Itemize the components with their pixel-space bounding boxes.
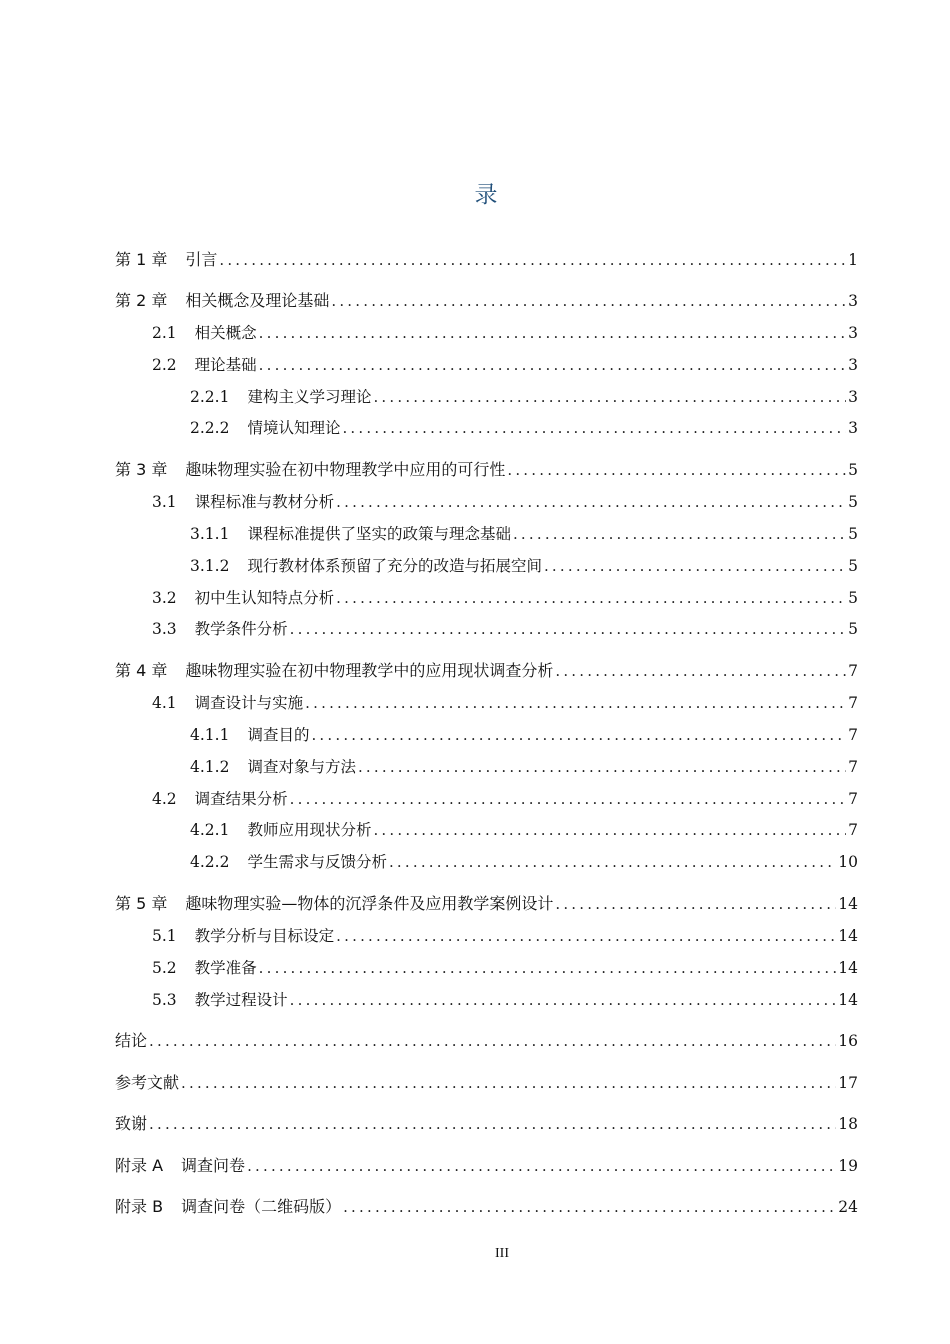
dot-leader [373, 818, 846, 842]
toc-entry-appendix-b[interactable] [115, 1195, 858, 1219]
dot-leader [219, 248, 846, 272]
toc-entry-number: 附录 B [115, 1197, 164, 1216]
toc-entry-number: 5.1 [152, 927, 177, 945]
toc-entry-text: 趣味物理实验—物体的沉浮条件及应用教学案例设计 [185, 894, 554, 913]
toc-entry-page: 10 [838, 853, 858, 871]
toc-entry-text: 理论基础 [194, 356, 257, 374]
toc-entry-number: 附录 A [115, 1156, 164, 1175]
toc-entry-page: 1 [848, 251, 858, 269]
toc-entry-number: 第 2 章 [115, 291, 168, 310]
dot-leader [331, 289, 846, 313]
dot-leader [259, 321, 846, 345]
toc-entry-page: 3 [848, 419, 858, 437]
toc-entry-number: 4.2 [152, 790, 177, 808]
toc-entry-page: 7 [848, 662, 858, 680]
toc-entry-page: 18 [838, 1115, 858, 1133]
toc-entry-text: 建构主义学习理论 [247, 388, 372, 406]
toc-entry-page: 7 [848, 758, 858, 776]
toc-entry-section-5-1[interactable] [152, 924, 858, 948]
toc-entry-text: 教师应用现状分析 [247, 821, 372, 839]
dot-leader [336, 924, 836, 948]
toc-entry-subsection-4-1-2[interactable] [190, 755, 858, 779]
toc-entry-section-4-2[interactable] [152, 787, 858, 811]
dot-leader [507, 458, 846, 482]
dot-leader [555, 892, 836, 916]
toc-entry-number: 第 1 章 [115, 250, 168, 269]
toc-entry-text: 调查结果分析 [194, 790, 288, 808]
toc-entry-text: 调查目的 [247, 726, 310, 744]
toc-entry-page: 3 [848, 356, 858, 374]
dot-leader [342, 416, 846, 440]
toc-entry-text: 调查问卷（二维码版） [181, 1197, 342, 1216]
toc-entry-page: 5 [848, 493, 858, 511]
toc-entry-subsection-4-1-1[interactable] [190, 723, 858, 747]
toc-entry-number: 4.2.2 [190, 853, 230, 871]
toc-entry-page: 14 [838, 895, 858, 913]
dot-leader [336, 490, 846, 514]
toc-entry-text: 相关概念 [194, 324, 257, 342]
toc-entry-text: 引言 [185, 250, 218, 269]
toc-entry-page: 7 [848, 694, 858, 712]
toc-entry-number: 2.2.2 [190, 419, 230, 437]
toc-entry-number: 2.2 [152, 356, 177, 374]
toc-entry-text: 调查问卷 [181, 1156, 246, 1175]
toc-entry-text: 初中生认知特点分析 [194, 589, 335, 607]
toc-title: 录 [474, 182, 498, 208]
dot-leader [259, 956, 837, 980]
toc-entry-number: 3.1.2 [190, 557, 230, 575]
toc-entry-page: 24 [838, 1198, 858, 1216]
toc-entry-page: 14 [838, 991, 858, 1009]
toc-entry-appendix-a[interactable] [115, 1154, 858, 1178]
toc-entry-number: 3.3 [152, 620, 177, 638]
toc-entry-subsection-2-2-2[interactable] [190, 416, 858, 440]
toc-entry-chapter-4[interactable] [115, 659, 858, 683]
toc-entry-number: 第 3 章 [115, 460, 168, 479]
toc-entry-section-2-1[interactable] [152, 321, 858, 345]
toc-entry-page: 3 [848, 388, 858, 406]
toc-entry-text: 参考文献 [115, 1073, 180, 1092]
toc-entry-text: 教学分析与目标设定 [194, 927, 335, 945]
toc-entry-number: 4.1.1 [190, 726, 230, 744]
toc-entry-page: 7 [848, 726, 858, 744]
toc-entry-page: 19 [838, 1157, 858, 1175]
toc-entry-section-3-1[interactable] [152, 490, 858, 514]
toc-entry-page: 5 [848, 557, 858, 575]
toc-entry-acknowledgements[interactable] [115, 1112, 858, 1136]
toc-entry-number: 3.1.1 [190, 525, 230, 543]
toc-entry-chapter-3[interactable] [115, 458, 858, 482]
toc-entry-text: 调查设计与实施 [194, 694, 304, 712]
toc-entry-page: 17 [838, 1074, 858, 1092]
toc-entry-page: 14 [838, 959, 858, 977]
toc-entry-number: 5.2 [152, 959, 177, 977]
dot-leader [259, 353, 846, 377]
toc-entry-text: 教学过程设计 [194, 991, 288, 1009]
dot-leader [336, 586, 846, 610]
toc-entry-number: 4.1.2 [190, 758, 230, 776]
toc-entry-page: 5 [848, 589, 858, 607]
toc-entry-subsection-4-2-2[interactable] [190, 850, 858, 874]
dot-leader [373, 385, 846, 409]
page-number: III [495, 1246, 509, 1261]
toc-entry-conclusion[interactable] [115, 1029, 858, 1053]
toc-entry-text: 致谢 [115, 1114, 148, 1133]
toc-entry-chapter-2[interactable] [115, 289, 858, 313]
toc-entry-number: 2.2.1 [190, 388, 230, 406]
toc-entry-chapter-5[interactable] [115, 892, 858, 916]
dot-leader [343, 1195, 836, 1219]
toc-entry-section-3-3[interactable] [152, 617, 858, 641]
dot-leader [290, 617, 846, 641]
toc-entry-references[interactable] [115, 1071, 858, 1095]
dot-leader [149, 1029, 836, 1053]
toc-entry-text: 教学准备 [194, 959, 257, 977]
dot-leader [149, 1112, 836, 1136]
toc-entry-subsection-3-1-2[interactable] [190, 554, 858, 578]
dot-leader [247, 1154, 836, 1178]
toc-entry-number: 3.1 [152, 493, 177, 511]
toc-entry-number: 5.3 [152, 991, 177, 1009]
toc-entry-text: 现行教材体系预留了充分的改造与拓展空间 [247, 557, 542, 575]
toc-entry-text: 趣味物理实验在初中物理教学中应用的可行性 [185, 460, 506, 479]
toc-entry-number: 3.2 [152, 589, 177, 607]
toc-entry-page: 7 [848, 790, 858, 808]
toc-entry-text: 教学条件分析 [194, 620, 288, 638]
toc-entry-page: 5 [848, 620, 858, 638]
toc-entry-subsection-3-1-1[interactable] [190, 522, 858, 546]
toc-entry-page: 16 [838, 1032, 858, 1050]
dot-leader [290, 988, 837, 1012]
toc-entry-number: 4.1 [152, 694, 177, 712]
toc-entry-subsection-2-2-1[interactable] [190, 385, 858, 409]
toc-entry-section-5-3[interactable] [152, 988, 858, 1012]
toc-entry-number: 第 5 章 [115, 894, 168, 913]
dot-leader [290, 787, 846, 811]
toc-entry-text: 课程标准提供了坚实的政策与理念基础 [247, 525, 511, 543]
toc-entry-page: 5 [848, 525, 858, 543]
toc-entry-number: 2.1 [152, 324, 177, 342]
toc-entry-text: 结论 [115, 1031, 148, 1050]
toc-entry-section-5-2[interactable] [152, 956, 858, 980]
toc-entry-page: 5 [848, 461, 858, 479]
toc-entry-page: 3 [848, 292, 858, 310]
dot-leader [181, 1071, 836, 1095]
dot-leader [555, 659, 846, 683]
toc-entry-page: 7 [848, 821, 858, 839]
toc-entry-subsection-4-2-1[interactable] [190, 818, 858, 842]
toc-entry-text: 课程标准与教材分析 [194, 493, 335, 511]
toc-entry-text: 趣味物理实验在初中物理教学中的应用现状调查分析 [185, 661, 554, 680]
toc-entry-text: 调查对象与方法 [247, 758, 356, 776]
dot-leader [513, 522, 846, 546]
dot-leader [544, 554, 846, 578]
dot-leader [305, 691, 846, 715]
toc-entry-section-3-2[interactable] [152, 586, 858, 610]
toc-entry-number: 4.2.1 [190, 821, 230, 839]
toc-entry-text: 情境认知理论 [247, 419, 341, 437]
dot-leader [358, 755, 846, 779]
toc-entry-page: 3 [848, 324, 858, 342]
toc-entry-chapter-1[interactable] [115, 248, 858, 272]
toc-entry-text: 相关概念及理论基础 [185, 291, 330, 310]
toc-entry-number: 第 4 章 [115, 661, 168, 680]
toc-entry-section-2-2[interactable] [152, 353, 858, 377]
dot-leader [311, 723, 846, 747]
toc-entry-section-4-1[interactable] [152, 691, 858, 715]
toc-entry-text: 学生需求与反馈分析 [247, 853, 387, 871]
dot-leader [389, 850, 836, 874]
toc-entry-page: 14 [838, 927, 858, 945]
